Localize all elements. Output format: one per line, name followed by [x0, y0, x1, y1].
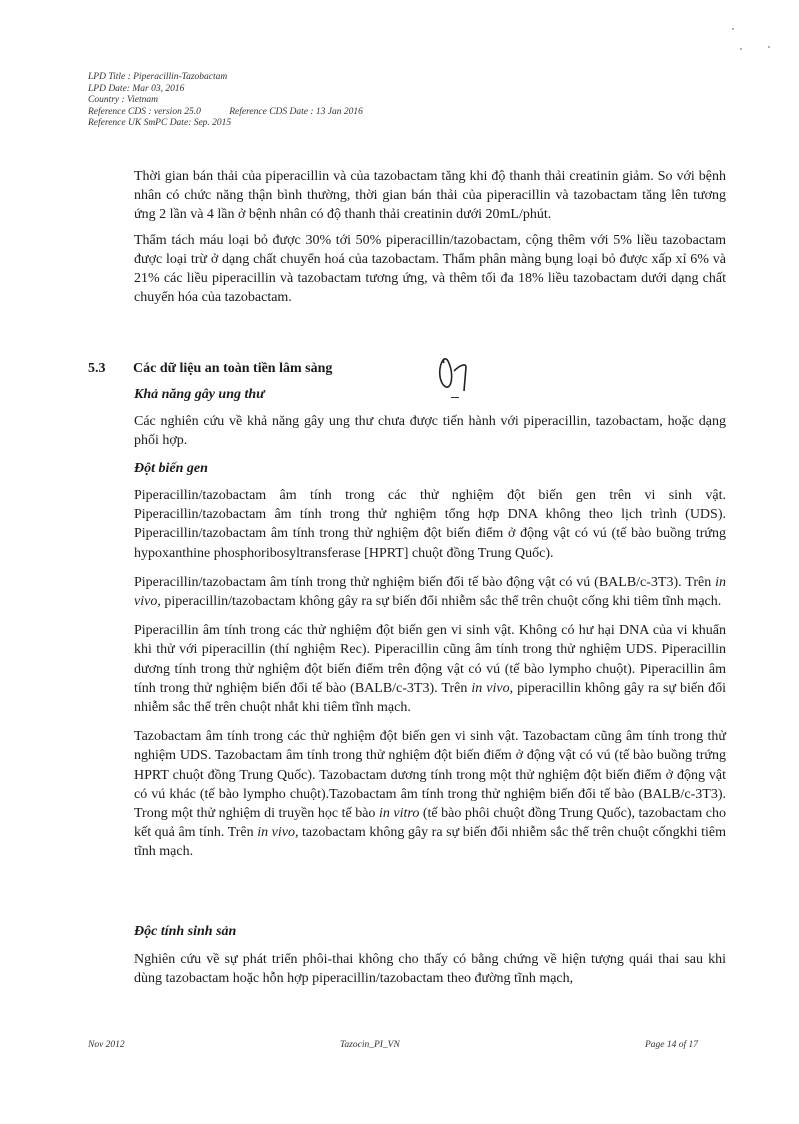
lpd-title: LPD Title : Piperacillin-Tazobactam — [88, 72, 228, 82]
reproductive-text — [134, 950, 726, 998]
mutagenesis-heading: Đột biến gen — [134, 461, 208, 476]
scan-speck — [740, 48, 742, 50]
carcinogenicity-text — [134, 412, 726, 460]
reference-cds-date: Reference CDS Date : 13 Jan 2016 — [229, 106, 363, 117]
reference-uk-smpc: Reference UK SmPC Date: Sep. 2015 — [88, 118, 232, 128]
country: Country : Vietnam — [88, 95, 159, 105]
reference-cds: Reference CDS : version 25.0 — [88, 106, 201, 117]
section-title: Các dữ liệu an toàn tiền lâm sàng — [133, 361, 333, 376]
footer-page-number: Page 14 of 17 — [645, 1040, 699, 1050]
mutagenesis-paragraph-3: Piperacillin âm tính trong các thử nghiệm đột biến gen vi sinh vật. Không có hư hại DNA của vi khuẩn khi thử với piperacillin (thí nghiệm Rec). Piperacillin cũng âm tính trong thử nghiệm UDS. Piperacillin dương tính trong thử nghiệm đột biến điểm trên động vật có vú (tế bào lympho chuột). Piperacillin âm tính trong thử nghiệm biến đổi tế bào (BALB/c-3T3). Trên in vivo, piperacillin không gây ra sự biến đổi nhiễm sắc thể trên chuột nhắt khi tiêm tĩnh mạch. — [134, 623, 726, 716]
section-number: 5.3 — [88, 361, 106, 376]
pen-mark — [451, 397, 459, 398]
section-heading — [88, 361, 332, 377]
carcinogenicity-paragraph: Các nghiên cứu về khả năng gây ung thư chưa được tiến hành với piperacillin, tazobactam, hoặc dạng phối hợp. — [134, 414, 726, 449]
footer-date: Nov 2012 — [88, 1040, 125, 1050]
document-header — [88, 72, 363, 130]
mutagenesis-paragraph-2: Piperacillin/tazobactam âm tính trong thử nghiệm biến đổi tế bào động vật có vú (BALB/c-3T3). Trên in vivo, piperacillin/tazobactam không gây ra sự biến đổi nhiễm sắc thể trên chuột cống khi tiêm tĩnh mạch. — [134, 574, 726, 610]
scan-speck — [768, 46, 770, 48]
handwritten-initials-icon — [436, 353, 476, 403]
half-life-paragraph: Thời gian bán thải của piperacillin và của tazobactam tăng khi độ thanh thải creatinin giảm. So với bệnh nhân có chức năng thận bình thường, thời gian bán thải của piperacillin và tazobactam tăng lên tương ứng 2 lần và 4 lần ở bệnh nhân có độ thanh thải creatinin dưới 20mL/phút. — [134, 169, 726, 223]
scan-speck — [732, 28, 734, 30]
mutagenesis-text — [134, 486, 726, 872]
mutagenesis-paragraph-1: Piperacillin/tazobactam âm tính trong các thử nghiệm đột biến gen trên vi sinh vật. Piperacillin/tazobactam âm tính trong thử nghiệm tổng hợp DNA không theo lịch trình (UDS). Piperacillin/tazobactam âm tính trong thử nghiệm đột biến điểm ở động vật có vú (tế bào buồng trứng hypoxanthine phosphoribosyltransferase [HPRT] chuột đồng Trung Quốc). — [134, 488, 726, 561]
intro-paragraphs — [134, 167, 726, 307]
footer-document-id: Tazocin_PI_VN — [340, 1040, 400, 1050]
dialysis-paragraph: Thẩm tách máu loại bỏ được 30% tới 50% piperacillin/tazobactam, cộng thêm với 5% liều tazobactam được loại trừ ở dạng chất chuyển hoá của tazobactam. Thẩm phân màng bụng loại bỏ được xấp xỉ 6% và 21% các liều piperacillin và tazobactam tương ứng, và thêm tối đa 18% liều tazobactam dưới dạng chất chuyển hóa của tazobactam. — [134, 232, 726, 306]
mutagenesis-paragraph-4: Tazobactam âm tính trong các thử nghiệm đột biến gen vi sinh vật. Tazobactam cũng âm tính trong thử nghiệm UDS. Tazobactam âm tính trong thử nghiệm đột biến điểm ở động vật có vú (tế bào buồng trứng HPRT chuột đồng Trung Quốc). Tazobactam dương tính trong một thử nghiệm đột biến điểm ở động vật có vú khác (tế bào lympho chuột).Tazobactam âm tính trong thử nghiệm biến đổi tế bào (BALB/c-3T3). Trong một thử nghiệm di truyền học tế bào in vitro (tế bào phôi chuột đồng Trung Quốc), tazobactam cho kết quả âm tính. Trên in vivo, tazobactam không gây ra sự biến đổi nhiễm sắc thể trên chuột cốngkhi tiêm tĩnh mạch. — [134, 729, 727, 860]
reference-cds-row — [88, 107, 363, 119]
reproductive-paragraph: Nghiên cứu về sự phát triển phôi-thai không cho thấy có bằng chứng về hiện tượng quái thai sau khi dùng tazobactam hoặc hỗn hợp piperacillin/tazobactam theo đường tĩnh mạch, — [134, 952, 726, 987]
reproductive-heading: Độc tính sinh sản — [134, 924, 237, 939]
lpd-date: LPD Date: Mar 03, 2016 — [88, 83, 185, 94]
carcinogenicity-heading: Khả năng gây ung thư — [134, 387, 265, 402]
